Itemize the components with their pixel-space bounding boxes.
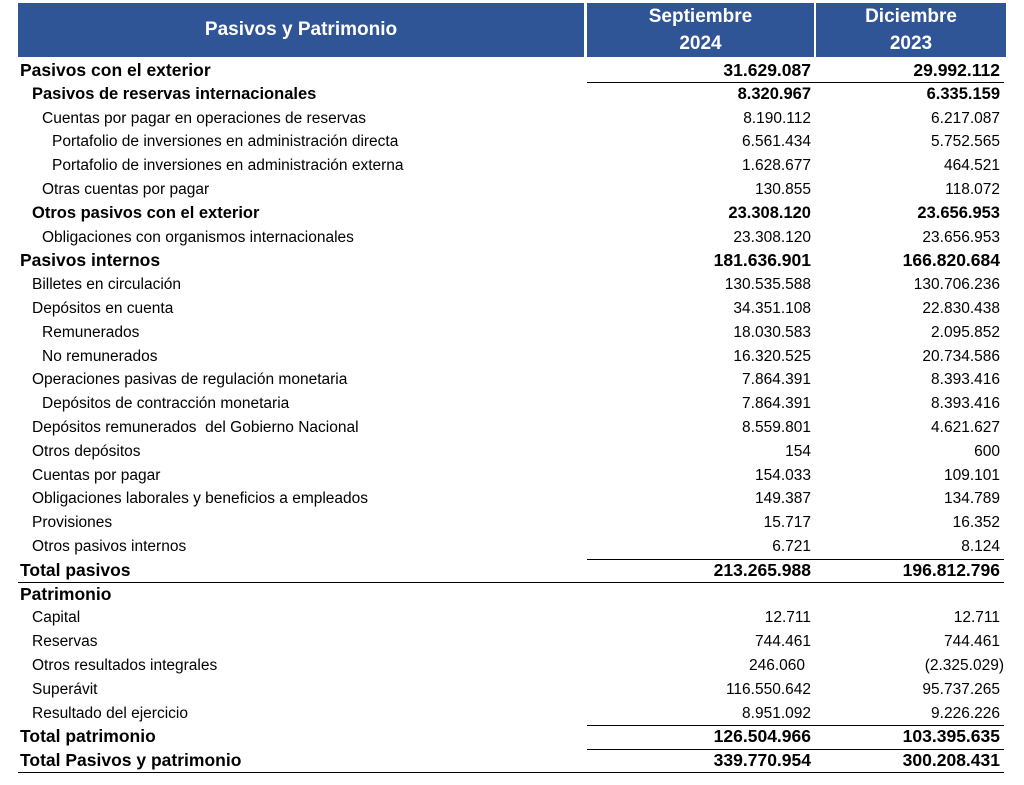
table-row-section xyxy=(18,583,1006,607)
table-row xyxy=(18,654,1006,678)
row-label: Total patrimonio xyxy=(20,726,156,747)
row-label: Patrimonio xyxy=(20,583,112,604)
table-row xyxy=(18,702,1006,726)
table-row xyxy=(18,678,1006,702)
row-label: Otros depósitos xyxy=(32,442,141,460)
row-label: Resultado del ejercicio xyxy=(32,704,188,722)
row-value-2024: 8.320.967 xyxy=(737,84,811,103)
table-row xyxy=(18,464,1006,488)
table-row xyxy=(18,273,1006,297)
row-value-2023: 12.711 xyxy=(953,609,1000,627)
row-value-2024: 18.030.583 xyxy=(733,323,811,341)
row-value-2024: 213.265.988 xyxy=(713,559,811,580)
row-value-2023: 130.706.236 xyxy=(913,276,1000,294)
table-row xyxy=(18,297,1006,321)
row-value-2023: 2.095.852 xyxy=(931,323,1000,341)
row-label: Portafolio de inversiones en administración directa xyxy=(52,133,399,151)
row-value-2023: 8.124 xyxy=(961,537,1000,555)
row-value-2024: 12.711 xyxy=(764,609,811,627)
row-label: Portafolio de inversiones en administración externa xyxy=(52,157,404,175)
row-label: Otros resultados integrales xyxy=(32,656,218,674)
row-label: Superávit xyxy=(32,680,98,698)
table-row xyxy=(18,511,1006,535)
row-value-2023: 464.521 xyxy=(943,157,1000,175)
row-label: Total Pasivos y patrimonio xyxy=(20,750,242,771)
row-value-2023: 600 xyxy=(974,442,1000,460)
row-value-2024: 7.864.391 xyxy=(742,395,811,413)
table-row xyxy=(18,83,1006,107)
row-value-2024: 34.351.108 xyxy=(733,299,811,317)
header-col1-year: 2024 xyxy=(679,33,722,54)
row-value-2024: 16.320.525 xyxy=(733,347,811,365)
row-value-2023: 103.395.635 xyxy=(902,726,1000,747)
row-value-2023: 23.656.953 xyxy=(917,203,1000,222)
row-label: Billetes en circulación xyxy=(32,276,182,294)
table-row xyxy=(18,535,1006,559)
row-value-2024: 126.504.966 xyxy=(713,726,811,747)
table-body xyxy=(18,59,1006,773)
row-value-2023: 6.217.087 xyxy=(931,109,1000,127)
table-row xyxy=(18,440,1006,464)
row-value-2024: 339.770.954 xyxy=(713,750,811,771)
header-col-2024 xyxy=(587,3,814,57)
row-label: Depósitos remunerados del Gobierno Nacional xyxy=(32,418,359,436)
row-value-2023: 16.352 xyxy=(952,514,1000,532)
row-value-2024: 6.561.434 xyxy=(742,133,811,151)
header-label xyxy=(18,3,584,57)
row-value-2023: 166.820.684 xyxy=(902,250,1000,271)
row-label: Reservas xyxy=(32,633,98,651)
row-label: Otras cuentas por pagar xyxy=(42,180,210,198)
table-row-total xyxy=(18,559,1006,583)
row-value-2024: 8.951.092 xyxy=(742,704,811,722)
row-value-2024: 15.717 xyxy=(763,514,811,532)
header-col1-month: Septiembre xyxy=(648,6,753,27)
row-value-2024: 181.636.901 xyxy=(713,250,811,271)
row-value-2023: 5.752.565 xyxy=(931,133,1000,151)
row-label: Depósitos de contracción monetaria xyxy=(42,395,290,413)
row-label: Obligaciones laborales y beneficios a empleados xyxy=(32,490,369,508)
table-row xyxy=(18,321,1006,345)
table-row xyxy=(18,249,1006,273)
row-value-2024: 31.629.087 xyxy=(723,60,811,80)
row-label: Total pasivos xyxy=(20,559,131,580)
row-label: Depósitos en cuenta xyxy=(32,299,174,317)
row-label: Pasivos internos xyxy=(20,250,161,271)
table-row xyxy=(18,487,1006,511)
row-label: Operaciones pasivas de regulación monetaria xyxy=(32,371,348,389)
row-value-2023: 22.830.438 xyxy=(922,299,1000,317)
row-value-2024: 6.721 xyxy=(772,537,811,555)
table-row xyxy=(18,368,1006,392)
table-header xyxy=(18,3,1006,57)
row-value-2024: 154.033 xyxy=(754,466,811,484)
table-row-total xyxy=(18,725,1006,749)
row-value-2023: 196.812.796 xyxy=(902,559,1000,580)
row-value-2024: 116.550.642 xyxy=(725,680,811,698)
row-label: Provisiones xyxy=(32,514,113,532)
row-label: Remunerados xyxy=(42,323,140,341)
row-value-2023: 20.734.586 xyxy=(922,347,1000,365)
row-value-2023: 8.393.416 xyxy=(931,395,1000,413)
table-row xyxy=(18,178,1006,202)
table-row xyxy=(18,202,1006,226)
row-value-2023: 134.789 xyxy=(943,490,1000,508)
row-label: Cuentas por pagar xyxy=(32,466,161,484)
balance-table xyxy=(18,3,1006,771)
row-value-2024: 8.190.112 xyxy=(743,109,811,127)
row-value-2023: 4.621.627 xyxy=(931,418,1000,436)
table-row xyxy=(18,107,1006,131)
row-value-2023: 29.992.112 xyxy=(913,60,1000,80)
row-label: Pasivos con el exterior xyxy=(20,60,211,80)
row-value-2024: 23.308.120 xyxy=(733,228,811,246)
row-value-2023: 6.335.159 xyxy=(926,84,1000,103)
row-value-2024: 246.060 xyxy=(748,656,805,674)
table-row xyxy=(18,416,1006,440)
row-value-2023: 23.656.953 xyxy=(922,228,1000,246)
row-value-2023: 109.101 xyxy=(943,466,1000,484)
row-value-2024: 149.387 xyxy=(754,490,811,508)
row-value-2024: 8.559.801 xyxy=(742,418,811,436)
row-value-2023: 300.208.431 xyxy=(902,750,1000,771)
row-label: Obligaciones con organismos internacionales xyxy=(42,228,354,246)
row-value-2023: 95.737.265 xyxy=(922,680,1000,698)
table-row xyxy=(18,154,1006,178)
table-row-grand-total xyxy=(18,749,1006,773)
row-value-2023: 744.461 xyxy=(943,633,1000,651)
row-value-2024: 130.855 xyxy=(754,180,811,198)
row-value-2023: 9.226.226 xyxy=(931,704,1000,722)
table-row xyxy=(18,392,1006,416)
row-label: Capital xyxy=(32,609,81,627)
row-value-2024: 1.628.677 xyxy=(742,157,811,175)
row-label: Otros pasivos internos xyxy=(32,537,187,555)
row-value-2024: 130.535.588 xyxy=(724,276,811,294)
table-row xyxy=(18,345,1006,369)
row-value-2024: 7.864.391 xyxy=(742,371,811,389)
header-col2-month: Diciembre xyxy=(865,6,957,27)
row-value-2023: 8.393.416 xyxy=(931,371,1000,389)
table-row xyxy=(18,630,1006,654)
table-row xyxy=(18,59,1006,83)
header-col-2023 xyxy=(816,3,1006,57)
table-row xyxy=(18,606,1006,630)
row-value-2024: 744.461 xyxy=(754,633,811,651)
row-label: No remunerados xyxy=(42,347,158,365)
header-label-text: Pasivos y Patrimonio xyxy=(204,19,398,40)
table-row xyxy=(18,226,1006,250)
header-col2-year: 2023 xyxy=(889,33,933,54)
row-value-2024: 154 xyxy=(785,442,811,460)
row-label: Cuentas por pagar en operaciones de reservas xyxy=(42,109,366,127)
row-value-2024: 23.308.120 xyxy=(728,203,811,222)
row-label: Otros pasivos con el exterior xyxy=(32,203,260,222)
row-label: Pasivos de reservas internacionales xyxy=(32,84,317,103)
row-value-2023: (2.325.029) xyxy=(924,656,1004,674)
table-row xyxy=(18,130,1006,154)
row-value-2023: 118.072 xyxy=(945,180,1000,198)
